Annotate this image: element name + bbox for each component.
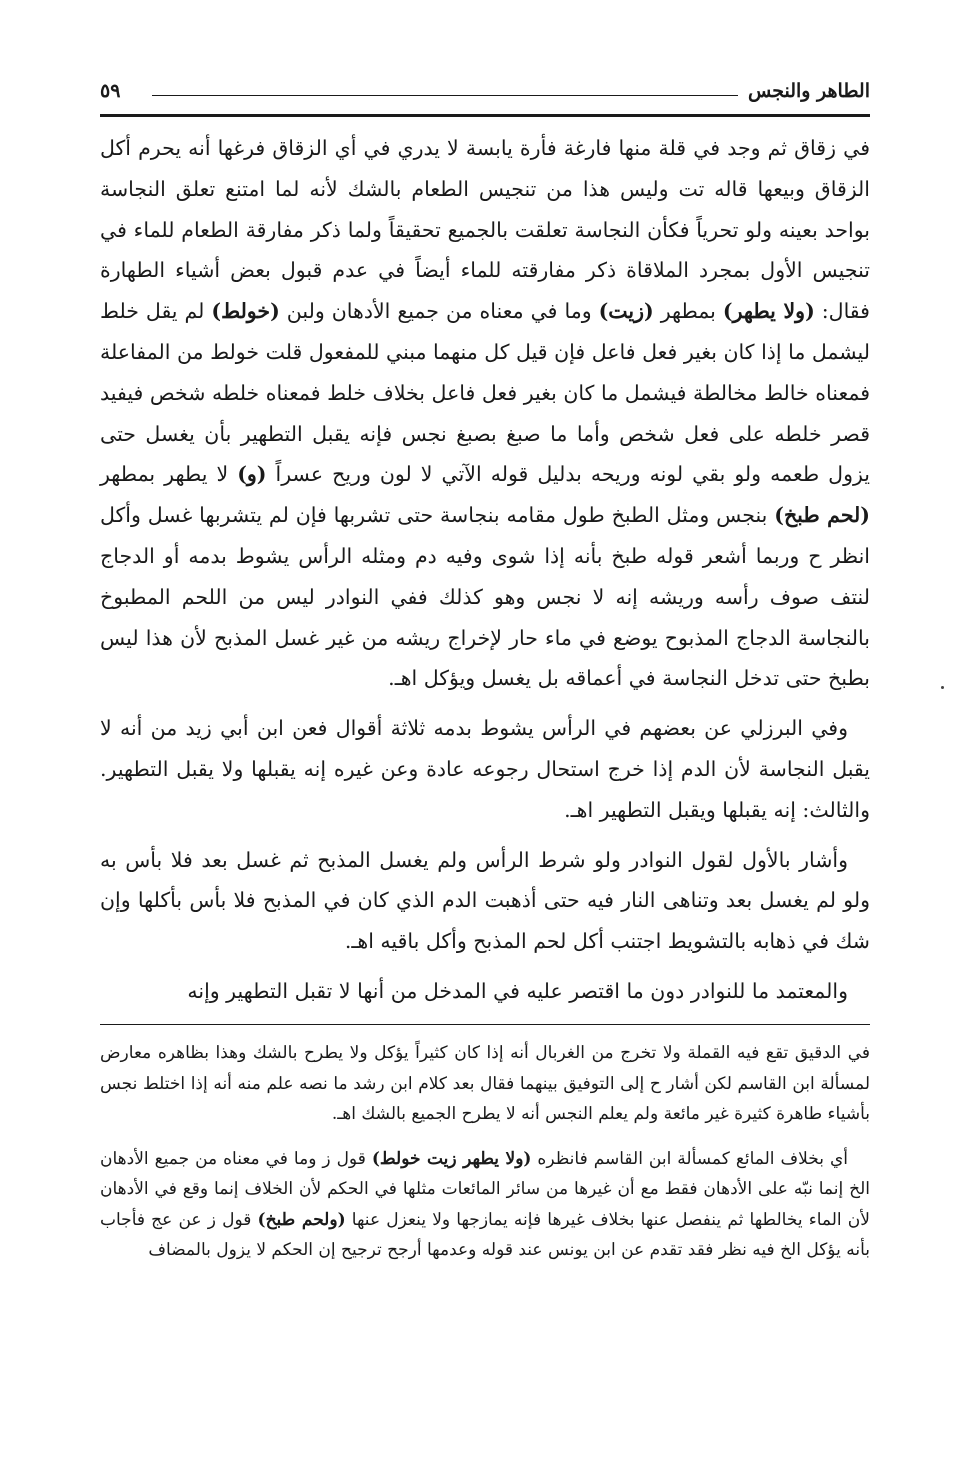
bold-term: (ولا يطهر زيت خولط) <box>371 1148 532 1169</box>
paragraph-4: والمعتمد ما للنوادر دون ما اقتصر عليه في المدخل من أنها لا تقبل التطهير وإنه <box>187 978 848 1003</box>
bold-term: (زيت) <box>598 299 654 324</box>
bold-term: (ولا يطهر) <box>722 299 815 324</box>
footnotes <box>100 1038 870 1280</box>
paragraph-3: وأشار بالأول لقول النوادر ولو شرط الرأس ولم يغسل المذبح ثم غسل بعد فلا بأس به ولو لم يغسل بعد وتناهى النار فيه حتى أذهبت الدم الذي كان في المذبح فلا بأس بأكلها وإن شك في ذهابه بالتشويط اجتنب أكل لحم المذبح وأكل باقيه اهـ. <box>100 847 870 954</box>
bold-term: (لحم طبخ) <box>774 503 871 528</box>
paragraph-2: وفي البرزلي عن بعضهم في الرأس يشوط بدمه ثلاثة أقوال فعن ابن أبي زيد من أنه لا يقبل النجاسة لأن الدم إذا خرج استحال رجوعه عادة وعن غيره إنه يقبلها ولا يقبل التطهير. والثالث: إنه يقبلها ويقبل التطهير اهـ. <box>100 716 870 822</box>
page-number: ٥٩ <box>100 80 121 102</box>
footnote-2: أي بخلاف المائع كمسألة ابن القاسم فانظره (ولا يطهر زيت خولط) قول ز وما في معناه من جميع الأدهان الخ إنما نبّه على الأدهان فقط مع أن غيرها من سائر المائعات مثلها في الحكم لأن الخلاف إنما وقع في الأدهان لأن الماء يخالطها ثم ينفصل عنها بخلاف غيرها فإنه يمازجها ولا ينعزل عنها (ولحم طبخ) قول ز عن عج فأجاب بأنه يؤكل الخ فيه نظر فقد تقدم عن ابن يونس عند قوله وعدمها أرجح ترجيح إن الحكم لا يزول بالمضاف <box>100 1148 870 1260</box>
paragraph-1: في زقاق ثم وجد في قلة منها فارغة فأرة يابسة لا يدري في أي الزقاق فرغها أنه يحرم أكل الزقاق وبيعها قاله تت وليس هذا من تنجيس الطعام بالشك لأنه لما امتنع تعلق النجاسة بواحد بعينه ولو تحرياً فكأن النجاسة تعلقت بالجميع تحقيقاً ولما ذكر مفارقة الطعام للماء في تنجيس الأول بمجرد الملاقاة ذكر مفارقته للماء أيضاً في عدم قبول بعض أشياء الطهارة فقال: (ولا يطهر) بمطهر (زيت) وما في معناه من جميع الأدهان ولبن (خولط) لم يقل خلط ليشمل ما إذا كان بغير فعل فاعل فإن قيل كل منهما مبني للمفعول قلت خولط من المفاعلة فمعناه خالط مخالطة فيشمل ما كان بغير فعل فاعل بخلاف خلط فمعناه خلطه شخص فيفيد قصر خلطه على فعل شخص وأما ما صبغ بصبغ نجس فإنه يقبل التطهير بأن يغسل حتى يزول طعمه ولو بقي لونه وريحه بدليل قوله الآتي لا لون وريح عسراً (و) لا يطهر بمطهر (لحم طبخ) بنجس ومثل الطبخ طول مقامه بنجاسة حتى تشربها فإن لم يتشربها غسل وأكل انظر ح وربما أشعر قوله طبخ بأنه إذا شوى وفيه دم ومثله الرأس يشوط بدمه أو الدجاج لنتف صوف رأسه وريشه إنه لا نجس وهو كذلك ففي النوادر ليس من اللحم المطبوخ بالنجاسة الدجاج المذبوح يوضع في ماء حار لإخراج ريشه من غير غسل المذبح لأن هذا ليس بطبخ حتى تدخل النجاسة في أعماقه بل يغسل ويؤكل اهـ. <box>100 136 871 691</box>
footnote-divider <box>100 1024 870 1025</box>
margin-mark <box>941 686 944 689</box>
running-title: الطاهر والنجس <box>747 80 870 102</box>
main-text <box>100 128 870 1021</box>
header-leader-line <box>152 95 738 96</box>
bold-term: (و) <box>237 462 267 487</box>
bold-term: (ولحم طبخ) <box>257 1209 346 1230</box>
footnote-1: في الدقيق تقع فيه القملة ولا تخرج من الغربال أنه إذا كان كثيراً يؤكل ولا يطرح بالشك وهذا بظاهره معارض لمسألة ابن القاسم لكن أشار ح إلى التوفيق بينهما فقال بعد كلام ابن رشد ما نصه علم منه أنه إذا اختلط نجس بأشياء طاهرة كثيرة غير مائعة ولم يعلم النجس أنه لا يطرح الجميع بالشك اهـ. <box>100 1043 870 1124</box>
page-header <box>100 78 870 118</box>
header-rule <box>100 114 870 117</box>
bold-term: (خولط) <box>211 299 280 324</box>
